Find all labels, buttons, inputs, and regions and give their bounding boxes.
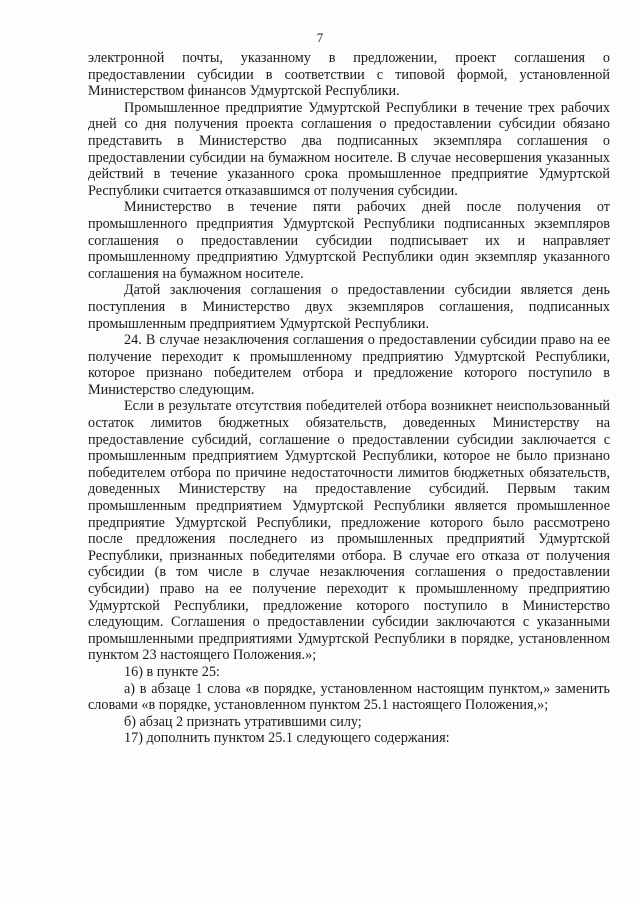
- paragraph-unused-limits: Если в результате отсутствия победителей отбора возникнет неиспользованный остаток лимитов бюджетных обязательств, доведенных Министерству на предоставление субсидий, соглашение о предоставлении субсидии заключается с промышленным предприятием Удмуртской Республики, которое не было признано победителем отбора по причине недостаточности лимитов бюджетных обязательств, доведенных Министерству на предоставление субсидий. Первым таким промышленным предприятием Удмуртской Республики является промышленное предприятие Удмуртской Республики, предложение которого было рассмотрено после предложения последнего из промышленных предприятий Удмуртской Республики, признанных победителями отбора. В случае его отказа от получения субсидии (в том числе в случае незаключения соглашения о предоставлении субсидии) право на ее получение переходит к промышленному предприятию Удмуртской Республики, предложение которого поступило в Министерство следующим. Соглашения о предоставлении субсидии заключаются с указанными промышленными предприятиями Удмуртской Республики в порядке, установленном пунктом 23 настоящего Положения.»;: [88, 398, 610, 664]
- page-number: 7: [316, 30, 324, 45]
- paragraph-ministry-signing: Министерство в течение пяти рабочих дней после получения от промышленного предприятия Удмуртской Республики подписанных экземпляров соглашения о предоставлении субсидии подписывает их и направляет промышленному предприятию Удмуртской Республики один экземпляр указанного соглашения на бумажном носителе.: [88, 199, 610, 282]
- paragraph-conclusion-date: Датой заключения соглашения о предоставлении субсидии является день поступления в Министерство двух экземпляров соглашения, подписанных промышленным предприятием Удмуртской Республики.: [88, 282, 610, 332]
- paragraph-item-17: 17) дополнить пунктом 25.1 следующего содержания:: [124, 730, 450, 747]
- paragraph-item-16: 16) в пункте 25:: [124, 663, 220, 680]
- paragraph-item-24: 24. В случае незаключения соглашения о предоставлении субсидии право на ее получение переходит к промышленному предприятию Удмуртской Республики, которое признано победителем отбора и предложение которого поступило в Министерство следующим.: [88, 332, 610, 398]
- paragraph-agreement-signing: Промышленное предприятие Удмуртской Республики в течение трех рабочих дней со дня получения проекта соглашения о предоставлении субсидии обязано представить в Министерство два подписанных экземпляра соглашения о предоставлении субсидии на бумажном носителе. В случае несовершения указанных действий в течение указанного срока промышленное предприятие Удмуртской Республики считается отказавшимся от получения субсидии.: [88, 99, 610, 199]
- document-body: [88, 50, 610, 747]
- paragraph-subitem-b: б) абзац 2 признать утратившими силу;: [124, 713, 362, 730]
- paragraph-subitem-a: а) в абзаце 1 слова «в порядке, установленном настоящим пунктом,» заменить словами «в порядке, установленном пунктом 25.1 настоящего Положения,»;: [88, 680, 610, 714]
- paragraph-continuation: электронной почты, указанному в предложении, проект соглашения о предоставлении субсидии в соответствии с типовой формой, установленной Министерством финансов Удмуртской Республики.: [88, 50, 610, 100]
